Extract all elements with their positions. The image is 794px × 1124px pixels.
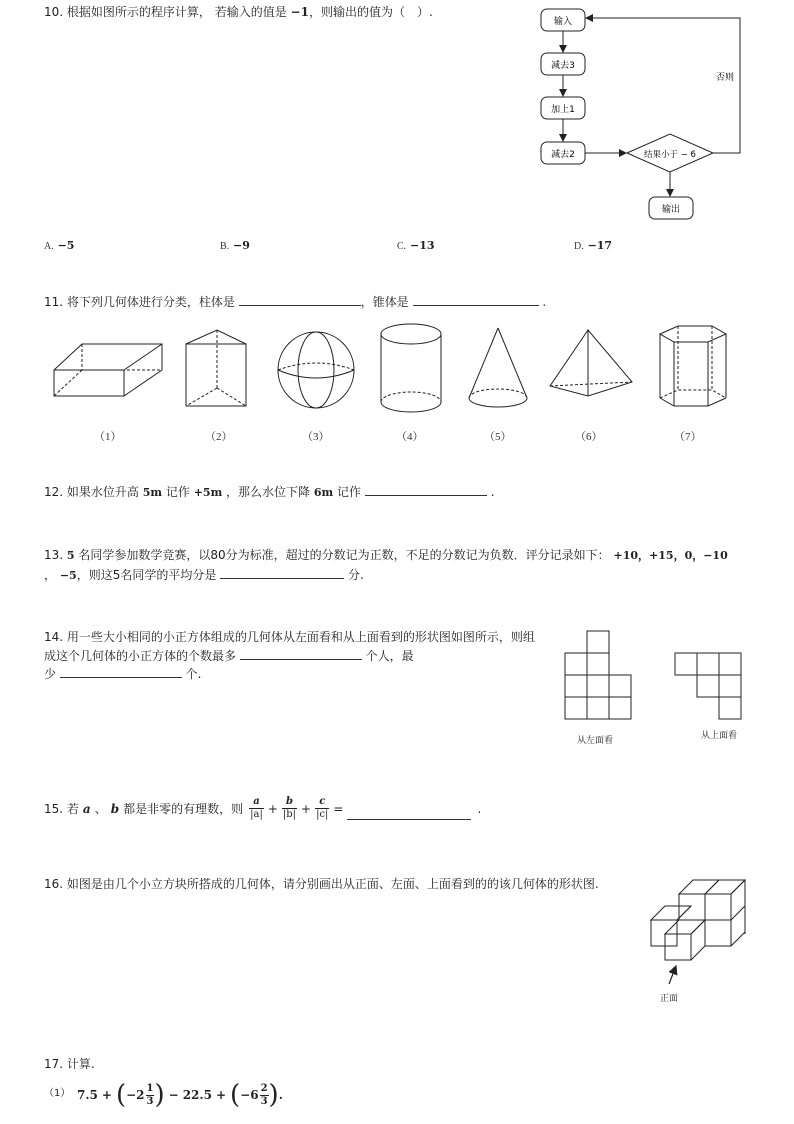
q10-input-value: −1 [290,5,309,19]
q11-text-c: . [542,295,547,309]
q13-text-c: 分. [348,568,364,582]
q15-var-a: a [82,801,91,816]
cuboid-figure [54,344,162,396]
flow-output-label: 输出 [661,205,681,215]
solid-label-1: （1） [94,431,122,443]
q11-text-b: ，锥体是 [360,295,409,309]
left-view-grid [565,631,631,719]
q13-text: 名同学参加数学竞赛，以80分为标准，超过的分数记为正数，不足的分数记为负数．评分记录如下： [78,548,610,562]
left-view-caption: 从左面看 [577,736,614,746]
top-view-grid [675,653,741,719]
q12-rise-record: +5m [193,486,223,499]
q16-cube-stack [645,872,755,1002]
q15-sep: 、 [94,802,107,816]
sphere-figure [278,332,354,408]
flow-step2-label: 加上1 [551,105,575,115]
denominator: |a| [250,809,263,820]
q12-stem [44,483,495,500]
plus-sign: + [215,1088,226,1102]
plus-sign: + [267,801,278,816]
whole-part-1: −2 [126,1088,145,1102]
cylinder-figure [381,324,441,412]
plus-sign: + [101,1088,112,1102]
option-letter: A. [44,241,54,252]
q17-sub-label: （1） [44,1088,71,1099]
q14-text-unit: 个. [185,667,202,681]
q12-text-d: 记作 [337,485,362,499]
minus-sign: − [168,1088,179,1102]
option-value: −9 [233,239,250,252]
option-letter: D. [574,241,584,252]
denominator: 3 [146,1095,154,1107]
q13-line2 [44,566,364,583]
numerator: a [253,796,260,807]
q11-stem [44,293,546,310]
q14-line1: 14. 用一些大小相同的小正方体组成的几何体从左面看和从上面看到的形状图如图所示，则组 [44,630,535,644]
q14-text-few: 少 [44,667,57,681]
flow-condition-label: 结果小于 − 6 [644,150,696,160]
option-value: −17 [587,239,613,252]
q10-option-b [220,238,250,252]
front-arrow-icon [669,966,676,984]
q11-text-a: 11. 将下列几何体进行分类，柱体是 [44,295,235,309]
q11-prism-blank[interactable] [239,293,361,306]
denominator: |c| [316,809,329,820]
q15-text-a: 15. 若 [44,802,79,816]
denominator: 3 [260,1095,268,1107]
solid-label-3: （3） [302,431,330,443]
numerator: 2 [260,1082,268,1094]
q13-answer-blank[interactable] [220,566,344,579]
q10-flowchart [530,0,790,230]
paren-close: ) [154,1080,165,1110]
term-7-5: 7.5 [77,1088,98,1102]
fraction-a [249,796,264,821]
q15-var-b: b [110,801,120,816]
q13-last-score: −5 [59,569,77,582]
option-value: −13 [410,239,435,252]
solid-label-7: （7） [674,431,702,443]
top-view-caption: 从上面看 [701,731,738,741]
solid-label-5: （5） [484,431,512,443]
q13-number: 13. [44,548,64,562]
q13-count: 5 [66,549,75,562]
solid-label-6: （6） [575,431,603,443]
q13-scores: +10，+15，0，−10 [613,549,728,562]
q15-text-b: 都是非零的有理数，则 [123,802,244,816]
q15-stem [44,796,481,821]
flow-input-label: 输入 [553,17,573,27]
flow-step3-label: 减去2 [551,150,575,160]
q15-expression [249,796,347,821]
flow-step1-label: 减去3 [551,61,575,71]
q12-text-e: . [490,485,495,499]
numerator: c [319,796,326,807]
option-letter: C. [397,241,407,252]
q13-line1 [44,546,728,563]
q14-min-blank[interactable] [60,665,182,678]
paren-open: ( [230,1080,241,1110]
q14-text-min: 个人，最 [365,649,414,663]
q14-views [560,625,760,725]
q10-stem [44,3,433,20]
triangular-prism-figure [186,330,246,406]
q13-text-b: ，则这5名同学的平均分是 [76,568,217,582]
q11-pyramid-blank[interactable] [413,293,539,306]
q10-option-a [44,238,74,252]
hexagonal-prism-figure [660,326,726,406]
fraction-b [282,796,297,821]
numerator: 1 [146,1082,154,1094]
denominator: |b| [282,809,297,820]
q12-text-b: 记作 [165,485,190,499]
period: . [278,1088,283,1102]
q16-stem: 16. 如图是由几个小立方块所搭成的几何体，请分别画出从正面、左面、上面看到的的该几何体的形状图. [44,877,599,891]
q12-text-c: ，那么水位下降 [226,485,311,499]
pyramid-figure [550,330,632,396]
fraction-2-3 [260,1083,269,1108]
q15-end: . [477,801,482,816]
q10-text: 10. 根据如图所示的程序计算， 若输入的值是 [44,5,287,19]
numerator: b [285,796,293,807]
q12-rise: 5m [142,486,163,499]
whole-part-2: −6 [240,1088,259,1102]
front-caption: 正面 [660,994,679,1004]
q12-answer-blank[interactable] [365,483,487,496]
fraction-1-3 [146,1083,155,1108]
q12-fall: 6m [313,486,334,499]
flow-else-label: 否则 [715,73,735,83]
q14-max-blank[interactable] [240,647,362,660]
q12-text-a: 12. 如果水位升高 [44,485,139,499]
q17-expression [77,1082,283,1108]
solid-label-2: （2） [205,431,233,443]
fraction-c [315,796,329,821]
paren-close: ) [268,1080,279,1110]
equals-sign: = [333,801,344,816]
q15-answer-blank[interactable] [347,807,471,820]
paren-open: ( [115,1080,127,1110]
q10-option-d [574,238,612,252]
q10-option-c [397,238,435,252]
option-value: −5 [57,239,75,252]
q14-line2 [44,647,414,664]
option-letter: B. [220,241,230,252]
solid-label-4: （4） [396,431,424,443]
q14-text-max: 成这个几何体的小正方体的个数最多 [44,649,237,663]
q13-comma: ， [44,568,57,582]
q10-text-end: ，则输出的值为（ ）. [308,5,433,19]
plus-sign: + [301,801,312,816]
q14-line3 [44,665,202,682]
q17-title: 17. 计算. [44,1057,95,1071]
cone-figure [469,328,527,407]
term-22-5: 22.5 [182,1088,212,1102]
